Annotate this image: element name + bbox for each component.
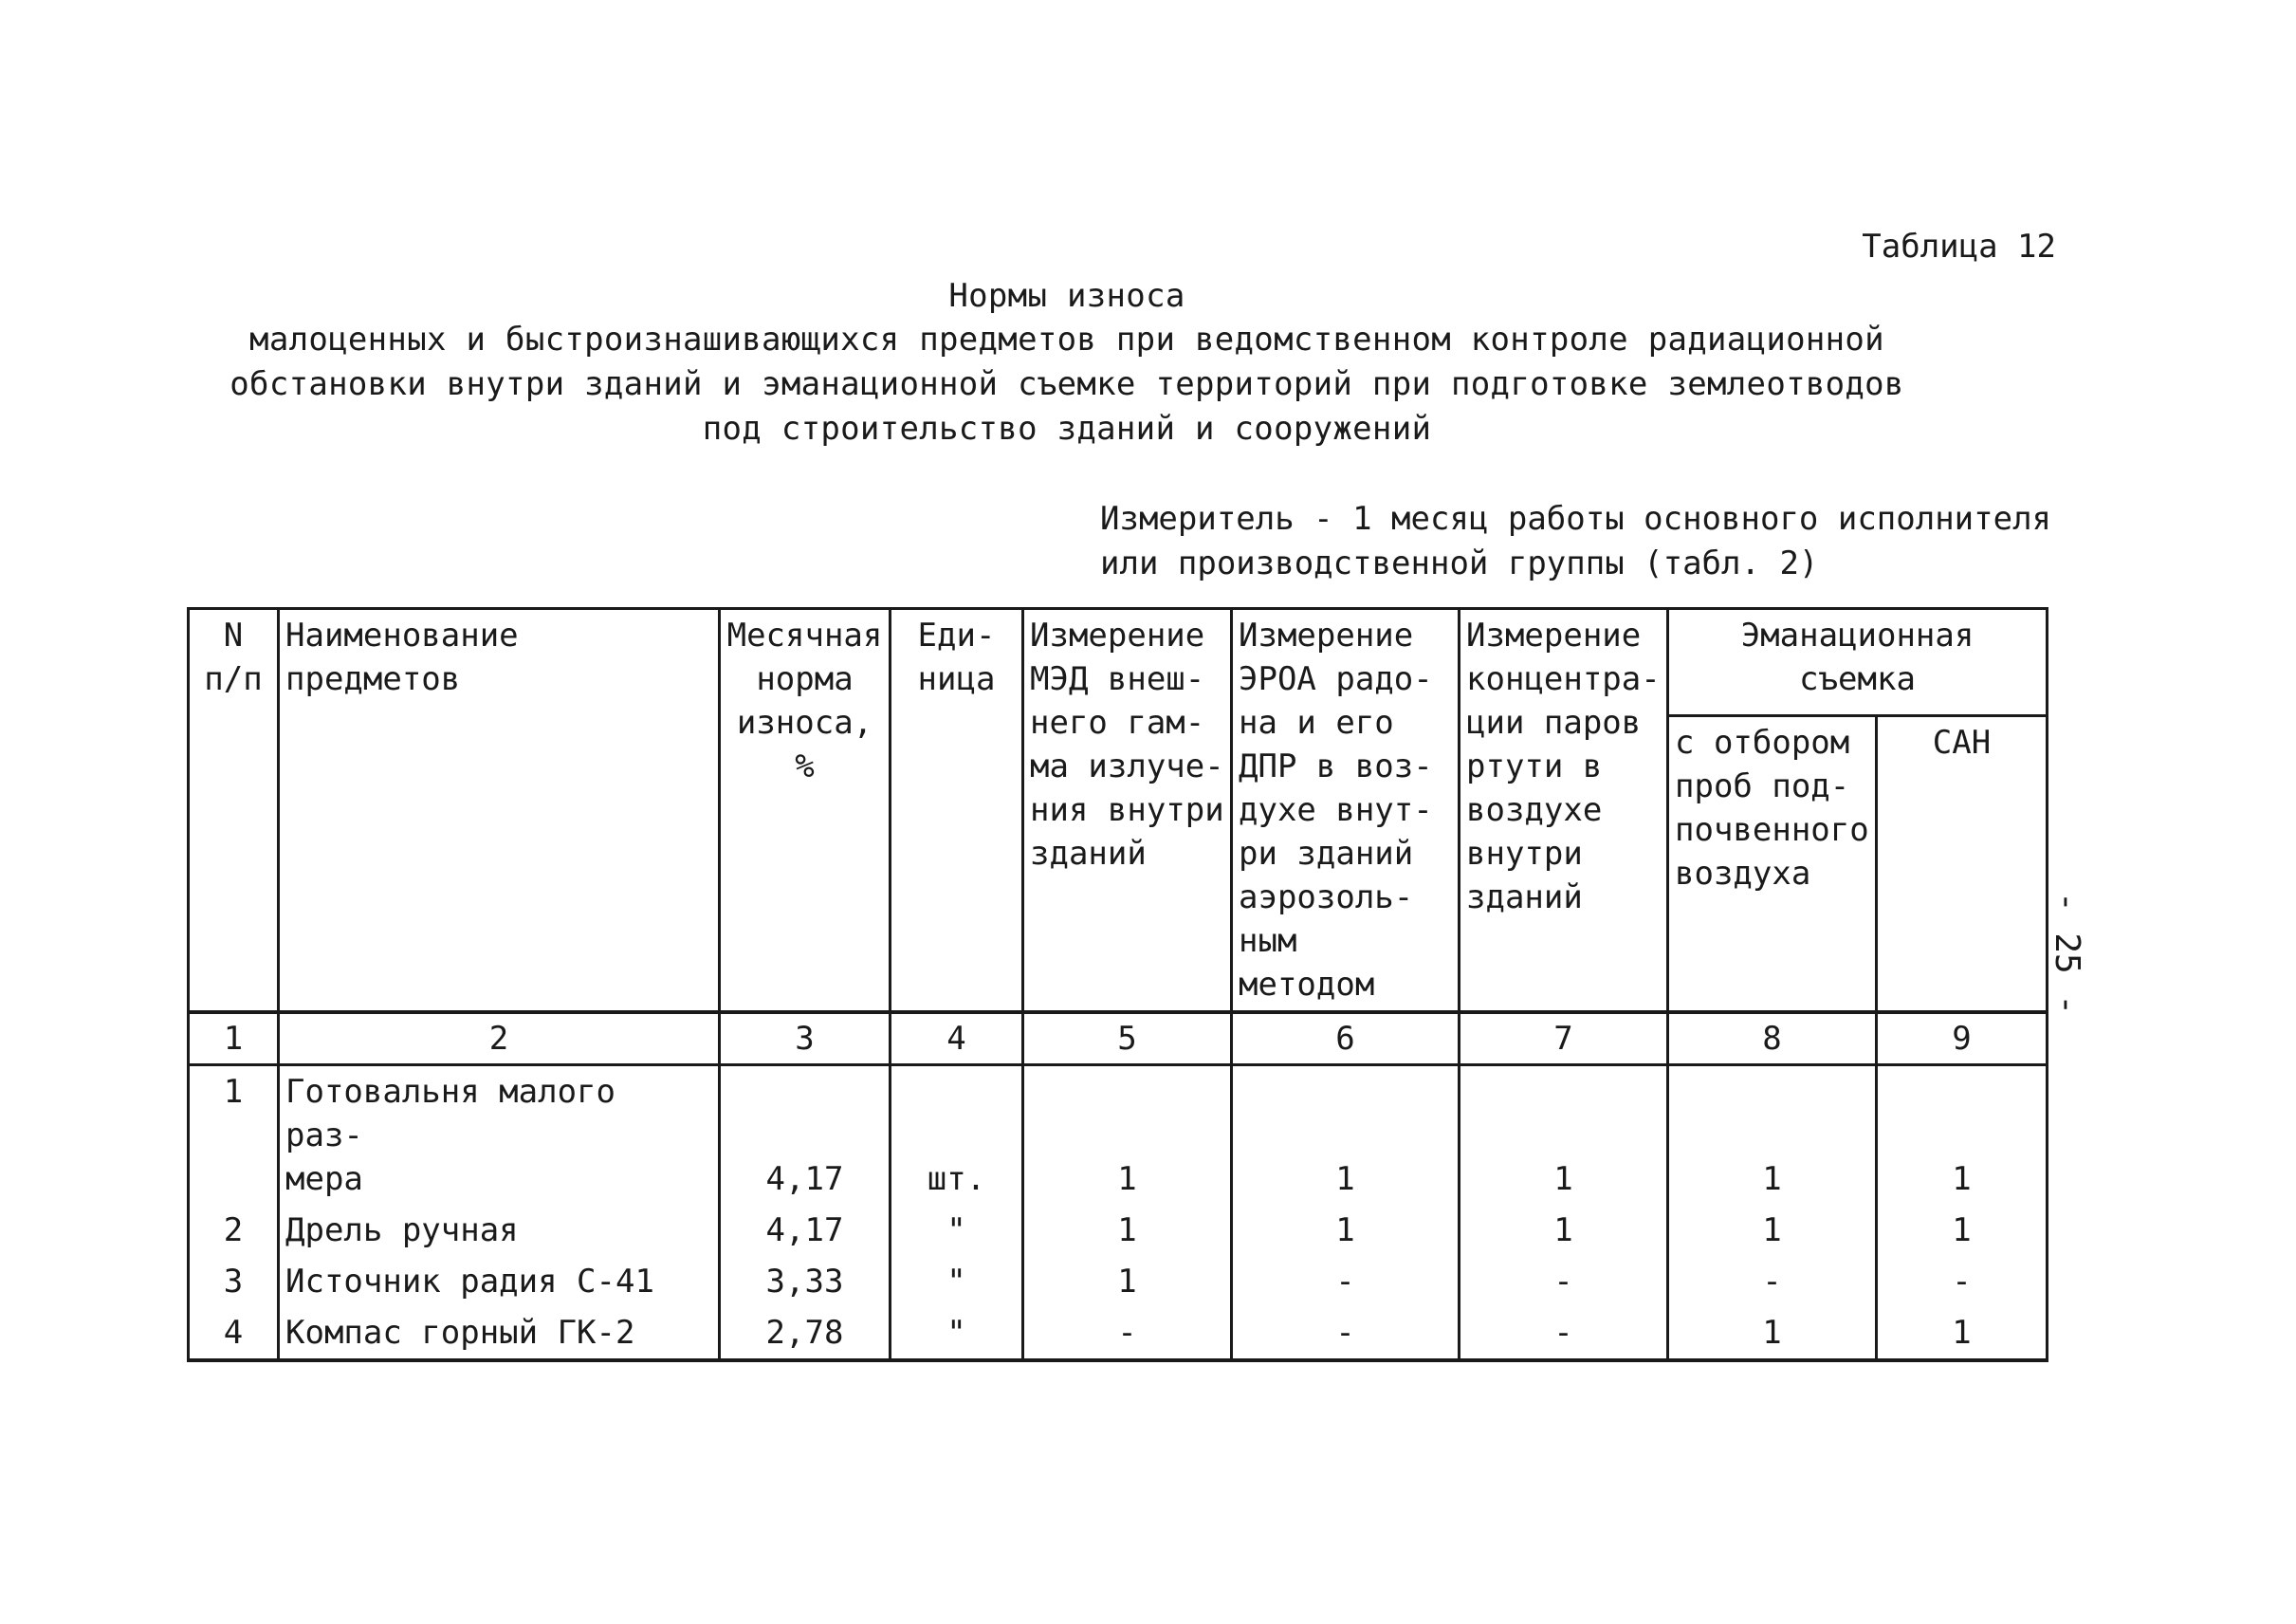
table-row <box>189 1307 2048 1360</box>
row-unit: " <box>891 1205 1023 1256</box>
column-number: 6 <box>1232 1012 1460 1065</box>
row-c6: - <box>1232 1307 1460 1360</box>
row-c8: 1 <box>1668 1205 1877 1256</box>
header-emanation: Эманационная съемка <box>1668 609 2048 716</box>
row-c7: 1 <box>1460 1205 1668 1256</box>
header-soil-air: с отбором проб под- почвенного воздуха <box>1668 716 1877 1013</box>
page-number: - 25 - <box>2048 892 2086 1016</box>
column-number: 2 <box>279 1012 720 1065</box>
title-line-4: под строительство зданий и сооружений <box>702 410 1432 448</box>
column-number: 4 <box>891 1012 1023 1065</box>
title-line-1: Нормы износа <box>948 277 1185 315</box>
title-line-3: обстановки внутри зданий и эманационной съемке территорий при подготовке землеотводов <box>230 365 1904 403</box>
row-num: 1 <box>189 1065 279 1206</box>
row-name: Компас горный ГК-2 <box>279 1307 720 1360</box>
title-line-2: малоценных и быстроизнашивающихся предметов при ведомственном контроле радиационной <box>249 321 1884 359</box>
row-c8: 1 <box>1668 1307 1877 1360</box>
column-number: 1 <box>189 1012 279 1065</box>
row-unit: шт. <box>891 1065 1023 1206</box>
column-number: 5 <box>1023 1012 1232 1065</box>
row-c8: 1 <box>1668 1065 1877 1206</box>
row-norm: 2,78 <box>720 1307 891 1360</box>
table-row <box>189 1205 2048 1256</box>
header-name: Наименование предметов <box>279 609 720 1013</box>
row-c9: - <box>1877 1256 2048 1307</box>
row-c6: - <box>1232 1256 1460 1307</box>
row-c7: 1 <box>1460 1065 1668 1206</box>
table-row <box>189 1065 2048 1206</box>
table-row <box>189 1256 2048 1307</box>
row-c9: 1 <box>1877 1065 2048 1206</box>
row-c5: 1 <box>1023 1256 1232 1307</box>
unit-line-1: Измеритель - 1 месяц работы основного исполнителя <box>1100 500 2052 538</box>
row-num: 3 <box>189 1256 279 1307</box>
column-number: 8 <box>1668 1012 1877 1065</box>
row-c9: 1 <box>1877 1307 2048 1360</box>
row-norm: 4,17 <box>720 1205 891 1256</box>
row-c7: - <box>1460 1256 1668 1307</box>
header-san: САН <box>1877 716 2048 1013</box>
row-c7: - <box>1460 1307 1668 1360</box>
unit-line-2: или производственной группы (табл. 2) <box>1100 544 1819 582</box>
column-number: 9 <box>1877 1012 2048 1065</box>
row-c9: 1 <box>1877 1205 2048 1256</box>
column-number: 3 <box>720 1012 891 1065</box>
row-name: Готовальня малого раз- мера <box>279 1065 720 1206</box>
row-name: Дрель ручная <box>279 1205 720 1256</box>
header-eroa: Измерение ЭРОА радо- на и его ДПР в воз- духе внут- ри зданий аэрозоль- ным методом <box>1232 609 1460 1013</box>
row-name: Источник радия С-41 <box>279 1256 720 1307</box>
column-number-row <box>189 1012 2048 1065</box>
row-c5: - <box>1023 1307 1232 1360</box>
row-c6: 1 <box>1232 1065 1460 1206</box>
header-med: Измерение МЭД внеш- него гам- ма излуче- ния внутри зданий <box>1023 609 1232 1013</box>
row-c6: 1 <box>1232 1205 1460 1256</box>
header-num: N п/п <box>189 609 279 1013</box>
row-num: 2 <box>189 1205 279 1256</box>
row-num: 4 <box>189 1307 279 1360</box>
row-c5: 1 <box>1023 1065 1232 1206</box>
row-c8: - <box>1668 1256 1877 1307</box>
row-unit: " <box>891 1307 1023 1360</box>
header-mercury: Измерение концентра- ции паров ртути в воздухе внутри зданий <box>1460 609 1668 1013</box>
table-label: Таблица 12 <box>1862 228 2056 266</box>
header-norm: Месячная норма износа, % <box>720 609 891 1013</box>
row-unit: " <box>891 1256 1023 1307</box>
header-unit: Еди- ница <box>891 609 1023 1013</box>
row-c5: 1 <box>1023 1205 1232 1256</box>
row-norm: 3,33 <box>720 1256 891 1307</box>
column-number: 7 <box>1460 1012 1668 1065</box>
row-norm: 4,17 <box>720 1065 891 1206</box>
norms-table <box>187 607 2048 1362</box>
header-row <box>189 609 2048 716</box>
